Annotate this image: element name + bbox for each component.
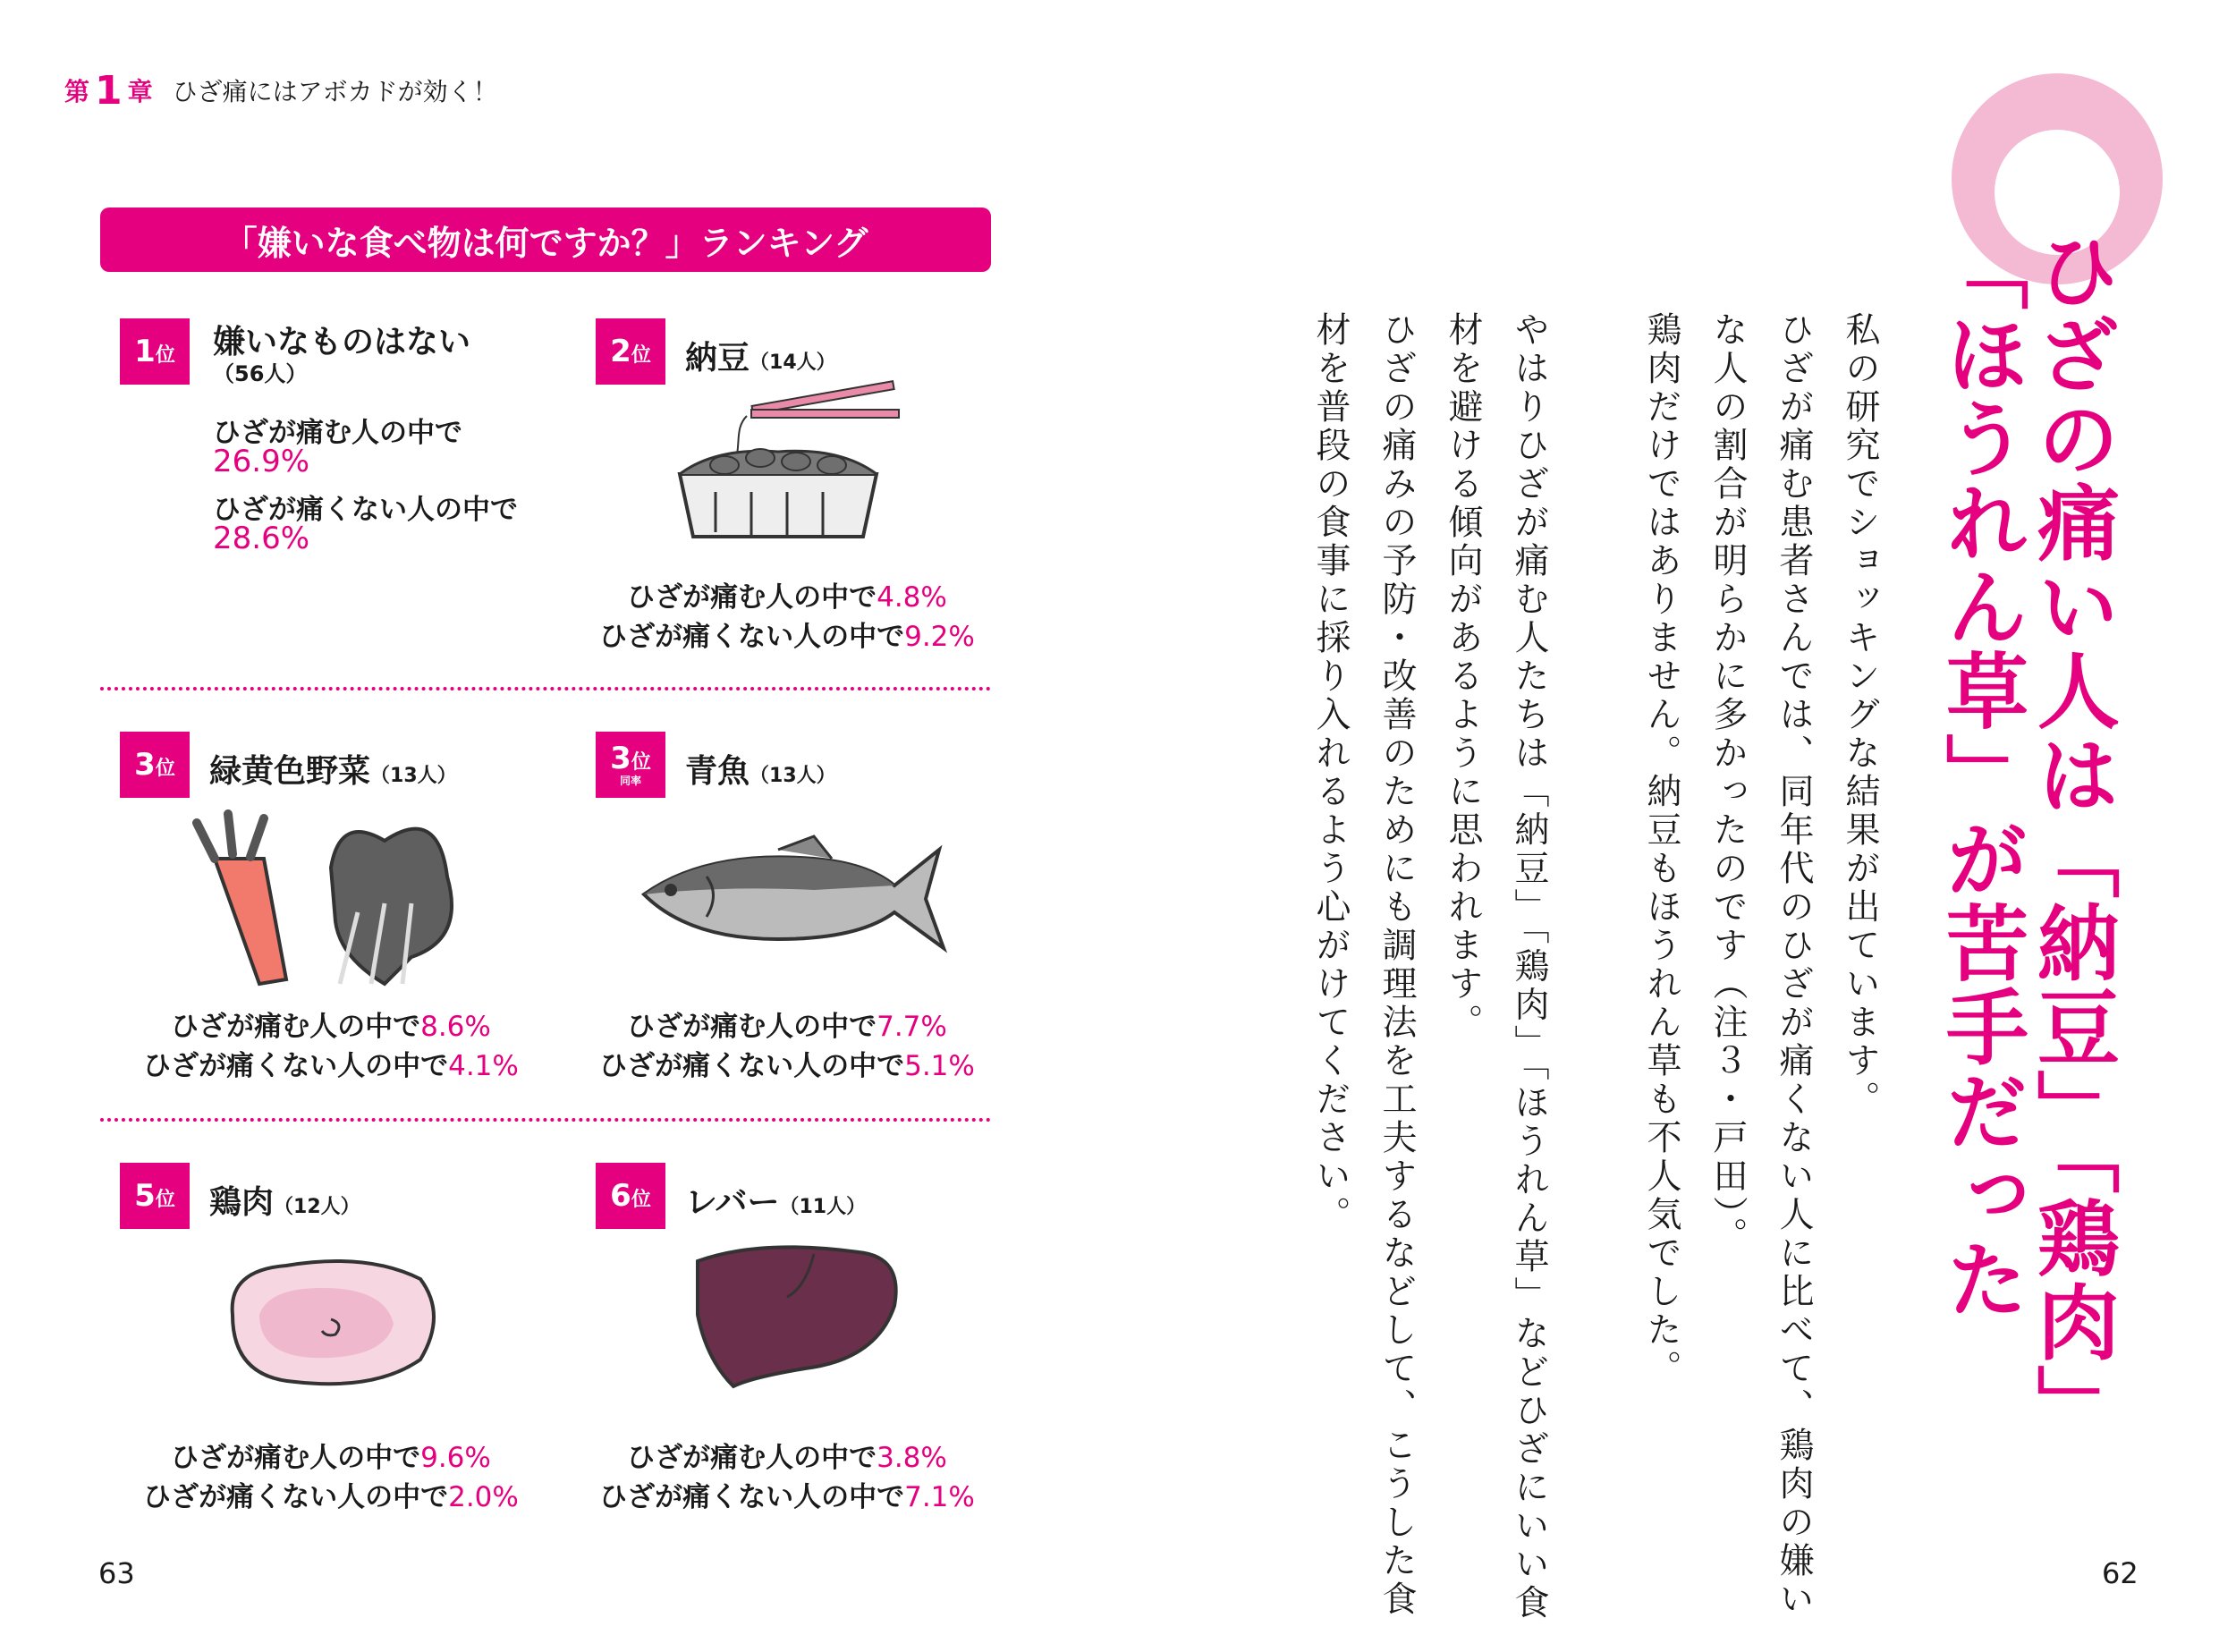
rank-badge-6: 6位 <box>596 1163 665 1229</box>
chapter-header <box>64 64 498 114</box>
body-line-5: やはりひざが痛む人たちは「納豆」「鶏肉」「ほうれん草」などひざにいい食 <box>1509 311 1549 1622</box>
item-name-5: 鶏肉（12人） <box>209 1184 360 1221</box>
fish-illustration <box>635 832 957 966</box>
page-number-right: 62 <box>2102 1556 2139 1590</box>
natto-illustration <box>662 376 912 563</box>
item2-stat-nopain: ひざが痛くない人の中で9.2% <box>599 621 975 653</box>
headline-line1: ひざの痛い人は「納豆」「鶏肉」 <box>2024 228 2120 1448</box>
item5-stat-pain: ひざが痛む人の中で9.6% <box>171 1442 491 1474</box>
item-count-3: （13人） <box>370 765 457 787</box>
body-line-2: ひざが痛む患者さんでは、同年代のひざが痛くない人に比べて、鶏肉の嫌い <box>1774 311 1814 1619</box>
rank-badge-2: 2位 <box>596 318 665 385</box>
divider <box>100 687 991 690</box>
body-line-8: 材を普段の食事に採り入れるよう心がけてください。 <box>1310 311 1351 1234</box>
item2-stat-pain: ひざが痛む人の中で4.8% <box>627 581 947 614</box>
item4-stat-nopain: ひざが痛くない人の中で5.1% <box>599 1050 975 1082</box>
chapter-number: 1 <box>95 68 123 114</box>
rank-badge-1: 1位 <box>120 318 190 385</box>
item-count-2: （14人） <box>750 352 836 374</box>
chapter-suffix: 章 <box>127 77 153 106</box>
body-line-7: ひざの痛みの予防・改善のためにも調理法を工夫するなどして、こうした食 <box>1376 311 1417 1619</box>
item-name-6: レバー（11人） <box>685 1184 867 1221</box>
item4-stat-pain: ひざが痛む人の中で7.7% <box>627 1011 947 1043</box>
item1-value-nopain: 28.6% <box>213 521 310 556</box>
item1-label-pain: ひざが痛む人の中で <box>213 417 462 449</box>
chapter-title: ひざ痛にはアボカドが効く！ <box>172 77 498 106</box>
rank-badge-4: 3位 同率 <box>596 732 665 798</box>
body-line-3: な人の割合が明らかに多かったのです（注３・戸田）。 <box>1707 311 1748 1256</box>
liver-illustration <box>680 1234 912 1395</box>
item1-label-nopain: ひざが痛くない人の中で <box>213 494 518 526</box>
item-count-4: （13人） <box>750 765 836 787</box>
headline-line2: 「ほうれん草」が苦手だった <box>1933 228 2028 1321</box>
page-number-left: 63 <box>98 1556 135 1590</box>
item-count-1: （56人） <box>213 361 308 386</box>
item-name-1: 嫌いなものはない <box>213 324 471 360</box>
item-count-6: （11人） <box>779 1196 867 1218</box>
item5-stat-nopain: ひざが痛くない人の中で2.0% <box>143 1481 519 1513</box>
chapter-prefix: 第 <box>64 77 90 106</box>
item-count-5: （12人） <box>274 1196 360 1218</box>
item1-value-pain: 26.9% <box>213 444 310 479</box>
divider <box>100 1118 991 1122</box>
item3-stat-nopain: ひざが痛くない人の中で4.1% <box>143 1050 519 1082</box>
rank-badge-3: 3位 <box>120 732 190 798</box>
body-line-6: 材を避ける傾向があるように思われます。 <box>1443 311 1483 1042</box>
rank-badge-5: 5位 <box>120 1163 190 1229</box>
item-name-2: 納豆（14人） <box>685 340 836 377</box>
vegetable-illustration <box>179 805 483 993</box>
item-name-4: 青魚（13人） <box>685 753 836 790</box>
chicken-illustration <box>215 1252 447 1395</box>
item6-stat-nopain: ひざが痛くない人の中で7.1% <box>599 1481 975 1513</box>
item6-stat-pain: ひざが痛む人の中で3.8% <box>627 1442 947 1474</box>
body-line-4: 鶏肉だけではありません。納豆もほうれん草も不人気でした。 <box>1641 311 1681 1388</box>
body-line-1: 私の研究でショッキングな結果が出ています。 <box>1840 311 1880 1119</box>
item3-stat-pain: ひざが痛む人の中で8.6% <box>171 1011 491 1043</box>
ranking-title: 「嫌いな食べ物は何ですか？」ランキング <box>100 208 991 272</box>
item-name-3: 緑黄色野菜（13人） <box>209 753 457 790</box>
